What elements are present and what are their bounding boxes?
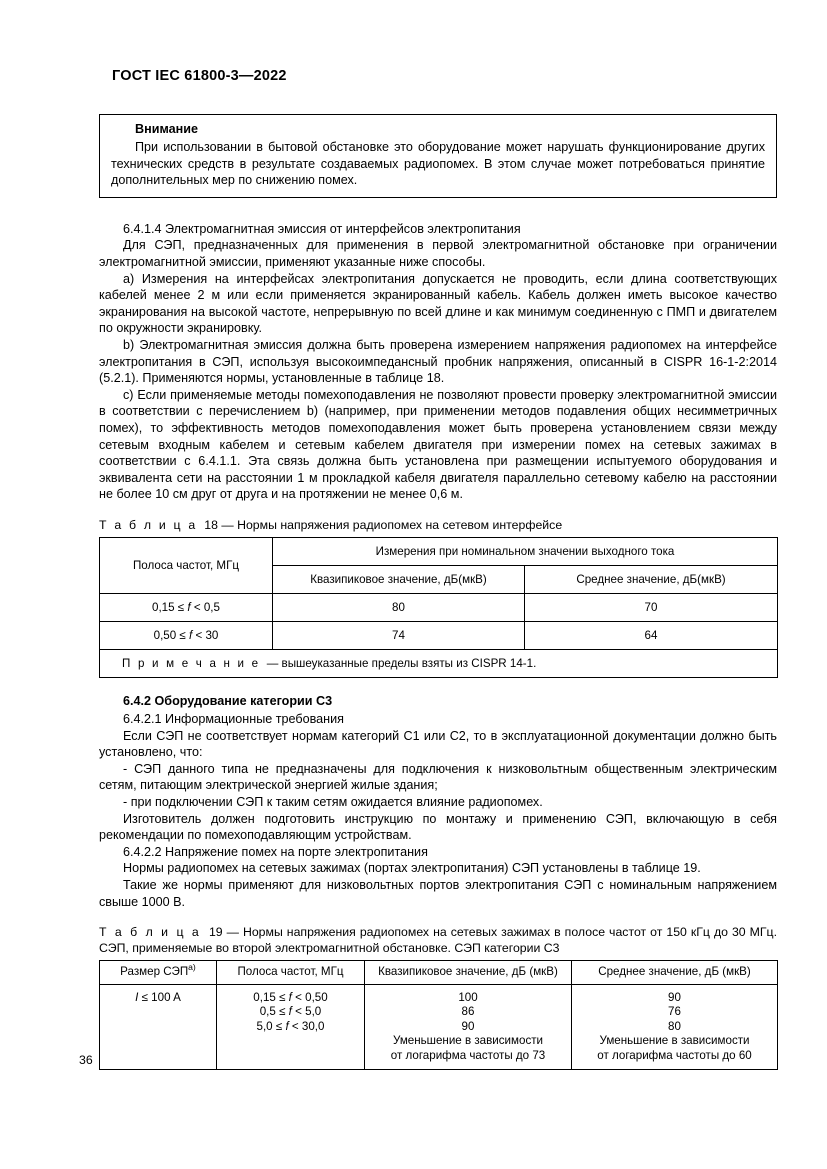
- table-18-cell-qp-1: 74: [273, 622, 525, 650]
- table-18-caption-text: — Нормы напряжения радиопомех на сетевом интерфейсе: [221, 517, 563, 532]
- table-19-header-quasipeak: Квазипиковое значение, дБ (мкВ): [365, 961, 572, 985]
- table-19-cell-bands: [217, 984, 365, 1070]
- band-line: [220, 1020, 361, 1035]
- table-19-header-row: [100, 961, 778, 985]
- band-pre: 5,0 ≤: [256, 1019, 286, 1033]
- table-18-cell-band-0: [100, 594, 273, 622]
- avg-value: 76: [668, 1005, 681, 1019]
- table-18-note-row: [100, 650, 778, 678]
- qp-note-line-1: Уменьшение в зависимости: [392, 1034, 544, 1048]
- section-6422-paragraph-1: Нормы радиопомех на сетевых зажимах (портах электропитания) СЭП установлены в таблице 19.: [123, 861, 701, 876]
- table-18-cell-qp-0: 80: [273, 594, 525, 622]
- qp-note-line-2: от логарифма частоты до 73: [390, 1048, 546, 1062]
- qp-value: 86: [461, 1005, 475, 1019]
- page-content: [99, 68, 777, 1070]
- table-18-header-group: Измерения при номинальном значении выходного тока: [273, 538, 778, 566]
- section-6414-intro: Для СЭП, предназначенных для применения в первой электромагнитной обстановке при ограничении электромагнитной эмиссии, применяют указанные ниже способы.: [99, 238, 777, 269]
- spacer: [99, 910, 777, 925]
- spacer: [99, 212, 777, 221]
- table-18-cell-avg-1: 64: [525, 622, 778, 650]
- section-6421-manufacturer: Изготовитель должен подготовить инструкцию по монтажу и применению СЭП, включающую в себя рекомендации по помехоподавляющим устройствам.: [99, 811, 777, 843]
- section-6422-paragraph-2: Такие же нормы применяют для низковольтных портов электропитания СЭП с номинальным напряжением свыше 1000 В.: [99, 877, 777, 909]
- table-19-cell-size: [100, 984, 217, 1070]
- table-18: [99, 537, 778, 678]
- band-post: < 30,0: [288, 1019, 325, 1033]
- avg-value: 80: [668, 1019, 681, 1033]
- table-18-note-label: П р и м е ч а н и е: [122, 656, 261, 670]
- table-19-caption-number: 19: [208, 925, 223, 940]
- warning-title: Внимание: [135, 122, 198, 136]
- qp-value: 100: [458, 990, 478, 1004]
- band-var: f: [285, 1019, 289, 1033]
- table-18-cell-band-1: [100, 622, 273, 650]
- band-line: [220, 1005, 361, 1020]
- table-19-header-band: Полоса частот, МГц: [217, 961, 365, 985]
- avg-note-line-2: от логарифма частоты до 60: [597, 1048, 752, 1062]
- section-6421-dash-2: - при подключении СЭП к таким сетям ожидается влияние радиопомех.: [123, 794, 543, 809]
- table-18-header-average: Среднее значение, дБ(мкВ): [525, 566, 778, 594]
- table-19-header-size-superscript: а): [188, 962, 196, 973]
- section-6414-item-b: b) Электромагнитная эмиссия должна быть проверена измерением напряжения радиопомех на интерфейсе электропитания в СЭП, используя высокоимпедансный пробник напряжения, описанный в CISPR 16-1-2:2014 (5.2.1). Применяются нормы, установленные в таблице 18.: [99, 337, 777, 386]
- band-pre: 0,50 ≤: [153, 628, 190, 642]
- table-19-cell-average: [572, 984, 778, 1070]
- spacer: [99, 678, 777, 693]
- page-number: 36: [79, 1053, 93, 1067]
- band-var: f: [288, 990, 292, 1004]
- section-6422-heading: 6.4.2.2 Напряжение помех на порте электропитания: [123, 844, 428, 859]
- table-19: [99, 960, 778, 1070]
- warning-box: [99, 114, 777, 198]
- table-18-note-text: — вышеуказанные пределы взяты из CISPR 14-1.: [266, 656, 537, 670]
- avg-note-line-1: Уменьшение в зависимости: [599, 1034, 750, 1048]
- table-18-note: [100, 650, 778, 678]
- table-18-caption: [99, 518, 777, 534]
- band-post: < 5,0: [291, 1005, 322, 1019]
- section-6414-item-a: a) Измерения на интерфейсах электропитания допускается не проводить, если длина соответствующих кабелей менее 2 м или если применяется экранированный кабель. Кабель должен иметь высокое качество экранирования на высокой частоте, непрерывную по всей длине и как минимум соединенную с ПМП и двигателем по окружности экранировку.: [99, 271, 777, 336]
- spacer: [99, 503, 777, 518]
- table-19-caption-label: Т а б л и ц а: [99, 925, 201, 940]
- section-6421-dash-1: - СЭП данного типа не предназначены для подключения к низковольтным общественным электрическим сетям, питающим электрической энергией жилые здания;: [99, 761, 777, 793]
- band-pre: 0,5 ≤: [259, 1005, 289, 1019]
- table-19-header-average: Среднее значение, дБ (мкВ): [572, 961, 778, 985]
- band-post: < 0,5: [190, 600, 220, 614]
- table-18-header-quasipeak: Квазипиковое значение, дБ(мкВ): [273, 566, 525, 594]
- table-19-cell-quasipeak: [365, 984, 572, 1070]
- table-19-header-size: [100, 961, 217, 985]
- table-19-caption: [99, 925, 777, 956]
- table-row: [100, 984, 778, 1070]
- document-header-title: ГОСТ IEC 61800-3—2022: [112, 68, 287, 84]
- section-6421-intro: Если СЭП не соответствует нормам категорий C1 или C2, то в эксплуатационной документации должно быть установлено, что:: [99, 728, 777, 760]
- band-pre: 0,15 ≤: [253, 990, 289, 1004]
- table-19-header-size-text: Размер СЭП: [120, 965, 189, 979]
- table-18-caption-label: Т а б л и ц а: [99, 517, 198, 532]
- warning-body: При использовании в бытовой обстановке это оборудование может нарушать функционирование других технических средств в результате создаваемых радиопомех. В этом случае может потребоваться принятие дополнительных мер по снижению помех.: [111, 140, 765, 188]
- band-var: f: [288, 1005, 292, 1019]
- table-19-caption-text: — Нормы напряжения радиопомех на сетевых зажимах в полосе частот от 150 кГц до 30 МГц. СЭП, применяемые во второй электромагнитной обстановке. СЭП категории C3: [99, 925, 778, 955]
- qp-value: 90: [461, 1019, 475, 1033]
- band-var: f: [187, 600, 191, 614]
- size-var: I: [135, 990, 139, 1004]
- band-line: [220, 991, 361, 1006]
- band-pre: 0,15 ≤: [152, 600, 188, 614]
- band-var: f: [189, 628, 193, 642]
- section-6421-heading: 6.4.2.1 Информационные требования: [123, 711, 344, 726]
- avg-value: 90: [668, 990, 681, 1004]
- table-18-header-row-1: [100, 538, 778, 566]
- section-6414-heading: 6.4.1.4 Электромагнитная эмиссия от интерфейсов электропитания: [123, 221, 521, 236]
- section-642-heading: 6.4.2 Оборудование категории C3: [123, 694, 333, 709]
- size-value: ≤ 100 A: [138, 990, 181, 1004]
- table-row: [100, 622, 778, 650]
- band-post: < 0,50: [291, 990, 328, 1004]
- section-6414-item-c: c) Если применяемые методы помехоподавления не позволяют провести проверку электромагнитной эмиссии в соответствии с перечислением b) (например, при применении методов подавления общих несимметричных помех), то эффективность методов помехоподавления может быть проверена установлением связи между сетевым входным кабелем и сетевым кабелем двигателя при измерении помех на сетевых зажимах в соответствии с 6.4.1.1. Эта связь должна быть установлена при размещении испытуемого оборудования и эквивалента сети на расстоянии 1 м прокладкой кабеля двигателя параллельно сетевому кабелю на расстоянии не более 10 см друг от друга и на протяжении не менее 0,6 м.: [99, 387, 777, 502]
- table-row: [100, 594, 778, 622]
- table-18-header-band: Полоса частот, МГц: [100, 538, 273, 594]
- band-post: < 30: [192, 628, 219, 642]
- table-18-caption-number: 18: [204, 517, 218, 532]
- table-18-cell-avg-0: 70: [525, 594, 778, 622]
